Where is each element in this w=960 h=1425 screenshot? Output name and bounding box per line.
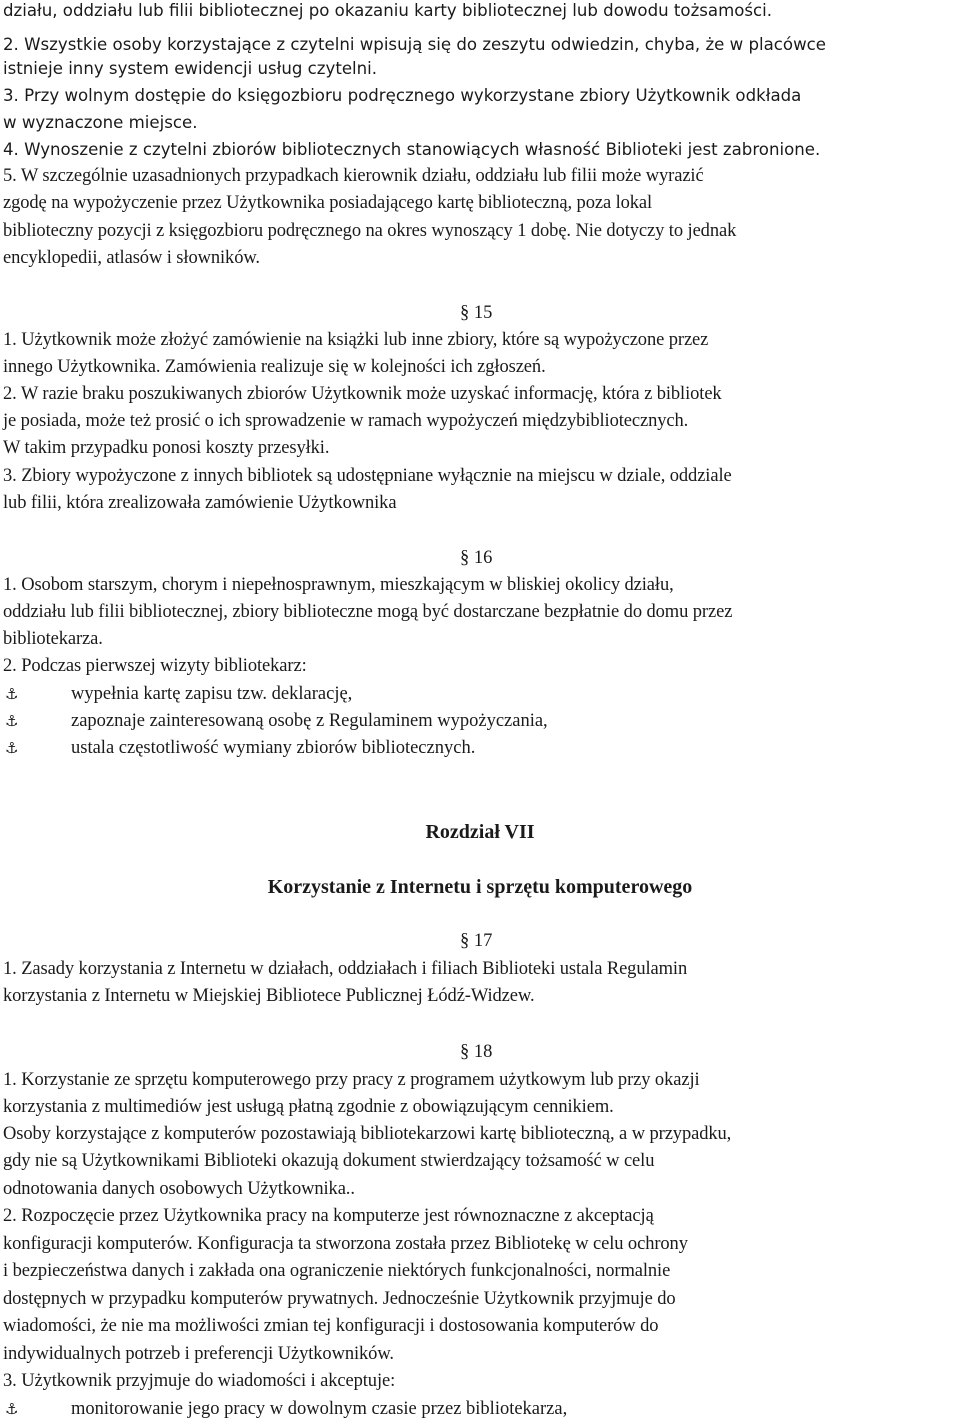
text-line: bibliotekarza. (3, 629, 103, 649)
text-line: 1. Zasady korzystania z Internetu w działach, oddziałach i filiach Biblioteki ustala Regulamin (3, 959, 688, 979)
chapter-title: Rozdział VII (425, 821, 535, 843)
text-line: wiadomości, że nie ma możliwości zmian tej konfiguracji i dostosowania komputerów do (3, 1316, 659, 1336)
anchor-bullet-icon: ⚓ (5, 712, 19, 730)
list-item-text: wypełnia kartę zapisu tzw. deklarację, (71, 684, 353, 704)
text-line: je posiada, może też prosić o ich sprowadzenie w ramach wypożyczeń międzybibliotecznych. (3, 411, 689, 431)
text-line: działu, oddziału lub filii bibliotecznej po okazaniu karty bibliotecznej lub dowodu tożsamości. (3, 1, 773, 20)
text-line: 2. W razie braku poszukiwanych zbiorów Użytkownik może uzyskać informację, która z bibliotek (3, 384, 722, 404)
list-item-text: zapoznaje zainteresowaną osobę z Regulaminem wypożyczania, (71, 711, 548, 731)
chapter-subtitle: Korzystanie z Internetu i sprzętu komputerowego (267, 876, 693, 898)
anchor-bullet-icon: ⚓ (5, 685, 19, 703)
section-sign-15: § 15 (460, 303, 493, 323)
text-line: indywidualnych potrzeb i preferencji Użytkowników. (3, 1344, 394, 1364)
text-line: 1. Osobom starszym, chorym i niepełnosprawnym, mieszkającym w bliskiej okolicy działu, (3, 575, 674, 595)
text-line: 1. Użytkownik może złożyć zamówienie na książki lub inne zbiory, które są wypożyczone przez (3, 330, 709, 350)
text-line: 2. Podczas pierwszej wizyty bibliotekarz: (3, 656, 307, 676)
text-line: W takim przypadku ponosi koszty przesyłki. (3, 438, 330, 458)
text-line: innego Użytkownika. Zamówienia realizuje się w kolejności ich zgłoszeń. (3, 357, 546, 377)
section-sign-18: § 18 (460, 1042, 493, 1062)
text-line: istnieje inny system ewidencji usług czytelni. (3, 59, 378, 78)
text-line: oddziału lub filii bibliotecznej, zbiory biblioteczne mogą być dostarczane bezpłatnie do domu przez (3, 602, 733, 622)
text-line: gdy nie są Użytkownikami Biblioteki okazują dokument stwierdzający tożsamość w celu (3, 1151, 655, 1171)
text-line: 2. Rozpoczęcie przez Użytkownika pracy na komputerze jest równoznaczne z akceptacją (3, 1206, 654, 1226)
anchor-bullet-icon: ⚓ (5, 1400, 19, 1418)
text-line: 3. Przy wolnym dostępie do księgozbioru podręcznego wykorzystane zbiory Użytkownik odkłada (3, 86, 802, 105)
text-line: odnotowania danych osobowych Użytkownika.. (3, 1179, 355, 1199)
list-item (3, 708, 548, 735)
text-line: konfiguracji komputerów. Konfiguracja ta stworzona została przez Bibliotekę w celu ochrony (3, 1234, 688, 1254)
list-item (3, 735, 475, 762)
text-line: korzystania z multimediów jest usługą płatną zgodnie z obowiązującym cennikiem. (3, 1097, 614, 1117)
text-line: lub filii, która zrealizowała zamówienie Użytkownika (3, 493, 397, 513)
text-line: 2. Wszystkie osoby korzystające z czytelni wpisują się do zeszytu odwiedzin, chyba, że w placówce (3, 35, 826, 54)
text-line: biblioteczny pozycji z księgozbioru podręcznego na okres wynoszący 1 dobę. Nie dotyczy to jednak (3, 221, 737, 241)
text-line: 1. Korzystanie ze sprzętu komputerowego przy pracy z programem użytkowym lub przy okazji (3, 1070, 700, 1090)
list-item (3, 1396, 567, 1423)
text-line: encyklopedii, atlasów i słowników. (3, 248, 260, 268)
text-line: Osoby korzystające z komputerów pozostawiają bibliotekarzowi kartę biblioteczną, a w przypadku, (3, 1124, 732, 1144)
section-sign-17: § 17 (460, 931, 493, 951)
text-line: 5. W szczególnie uzasadnionych przypadkach kierownik działu, oddziału lub filii może wyrazić (3, 166, 704, 186)
list-item-text: monitorowanie jego pracy w dowolnym czasie przez bibliotekarza, (71, 1399, 568, 1419)
list-item-text: ustala częstotliwość wymiany zbiorów bibliotecznych. (71, 738, 476, 758)
text-line: 3. Zbiory wypożyczone z innych bibliotek są udostępniane wyłącznie na miejscu w dziale, oddziale (3, 466, 732, 486)
text-line: i bezpieczeństwa danych i zakłada ona ograniczenie niektórych funkcjonalności, normalnie (3, 1261, 671, 1281)
text-line: 3. Użytkownik przyjmuje do wiadomości i akceptuje: (3, 1371, 396, 1391)
text-line: zgodę na wypożyczenie przez Użytkownika posiadającego kartę biblioteczną, poza lokal (3, 193, 653, 213)
text-line: korzystania z Internetu w Miejskiej Bibliotece Publicznej Łódź-Widzew. (3, 986, 535, 1006)
text-line: dostępnych w przypadku komputerów prywatnych. Jednocześnie Użytkownik przyjmuje do (3, 1289, 676, 1309)
text-line: w wyznaczone miejsce. (3, 113, 198, 132)
anchor-bullet-icon: ⚓ (5, 739, 19, 757)
text-line: 4. Wynoszenie z czytelni zbiorów bibliotecznych stanowiących własność Biblioteki jest zabronione. (3, 140, 821, 159)
section-sign-16: § 16 (460, 548, 493, 568)
list-item (3, 681, 352, 708)
